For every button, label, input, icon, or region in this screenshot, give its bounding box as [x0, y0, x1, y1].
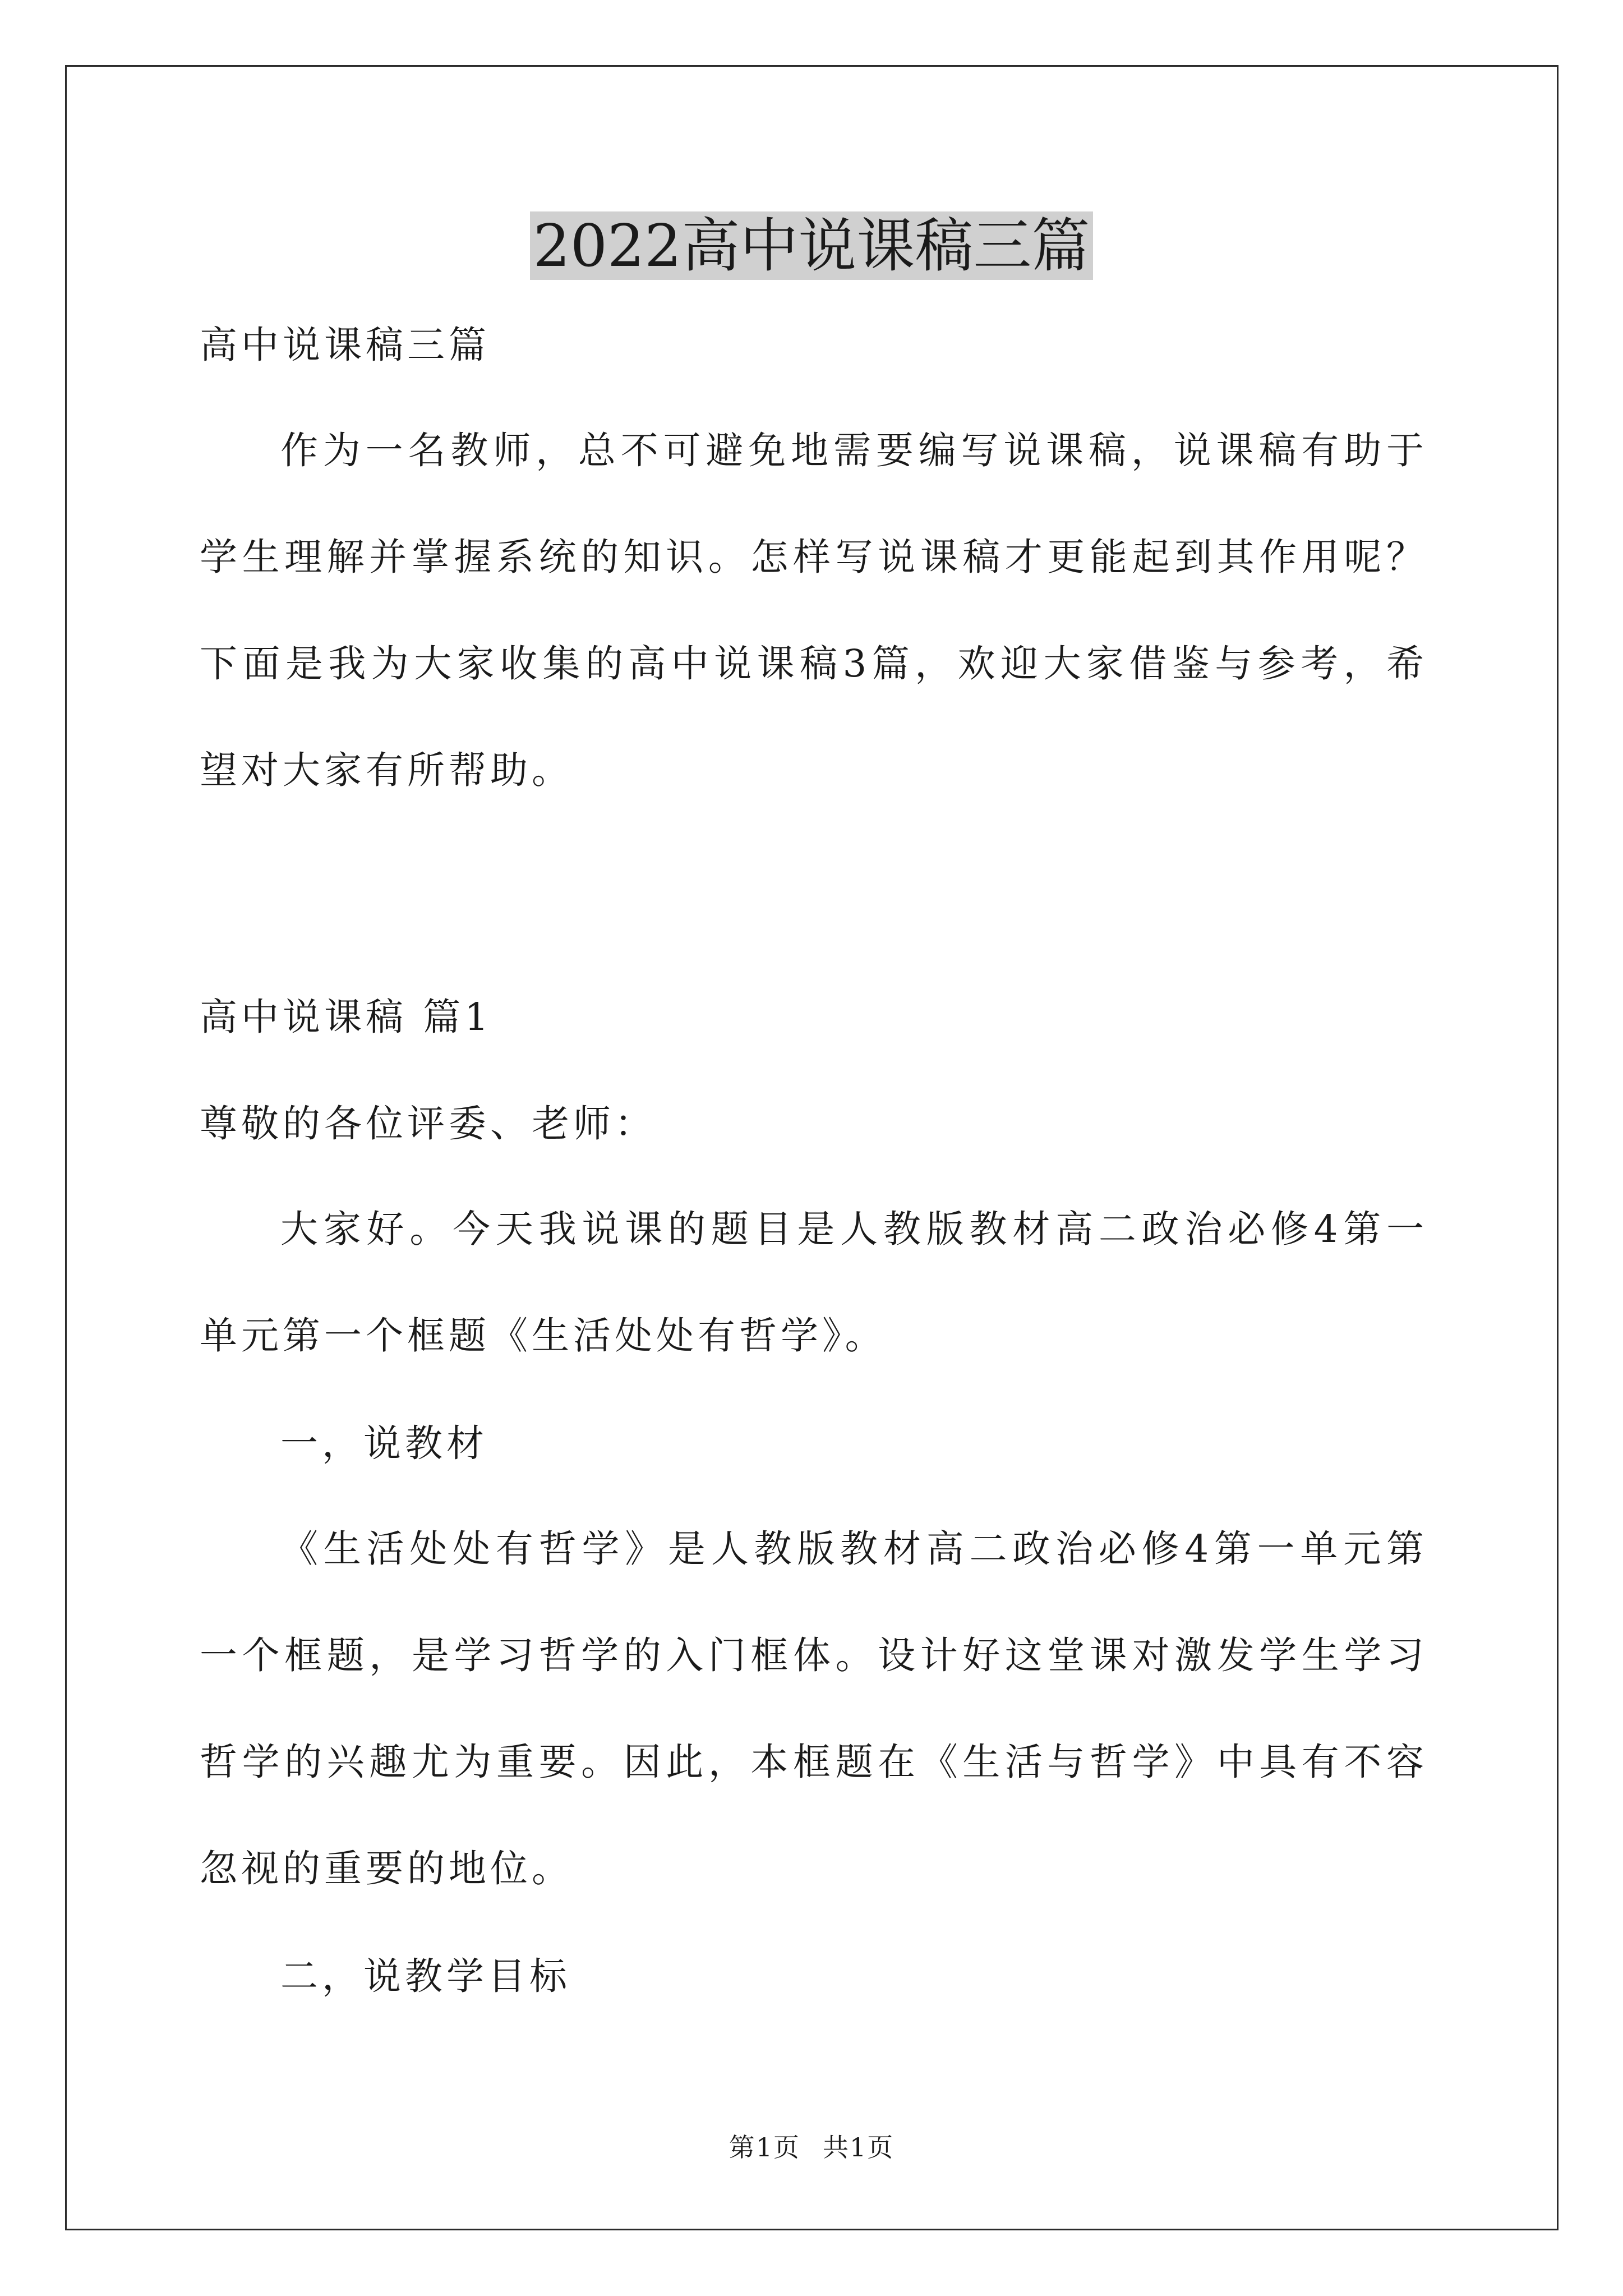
greeting: 尊敬的各位评委、老师： — [200, 1102, 656, 1145]
paragraph-greeting: 大家好。今天我说课的题目是人教版教材高二政治必修4第一单元第一个框题《生活处处有哲学》。 — [200, 1207, 1428, 1358]
subtitle: 高中说课稿三篇 — [200, 323, 490, 367]
heading-objectives: 二，说教学目标 — [280, 1954, 571, 1998]
document-title-text: 2022高中说课稿三篇 — [530, 211, 1094, 280]
page-number: 第1页 — [728, 2132, 800, 2162]
page-total: 共1页 — [823, 2132, 895, 2162]
document-title — [0, 206, 1623, 285]
intro-paragraph: 作为一名教师，总不可避免地需要编写说课稿，说课稿有助于学生理解并掌握系统的知识。怎样写说课稿才更能起到其作用呢？下面是我为大家收集的高中说课稿3篇，欢迎大家借鉴与参考，希望对大家有所帮助。 — [200, 429, 1428, 792]
page-footer — [0, 2131, 1623, 2164]
heading-material: 一，说教材 — [280, 1421, 488, 1465]
paragraph-material: 《生活处处有哲学》是人教版教材高二政治必修4第一单元第一个框题，是学习哲学的入门框体。设计好这堂课对激发学生学习哲学的兴趣尤为重要。因此，本框题在《生活与哲学》中具有不容忽视的重要的地位。 — [200, 1527, 1428, 1890]
section-heading: 高中说课稿 篇1 — [200, 995, 492, 1039]
